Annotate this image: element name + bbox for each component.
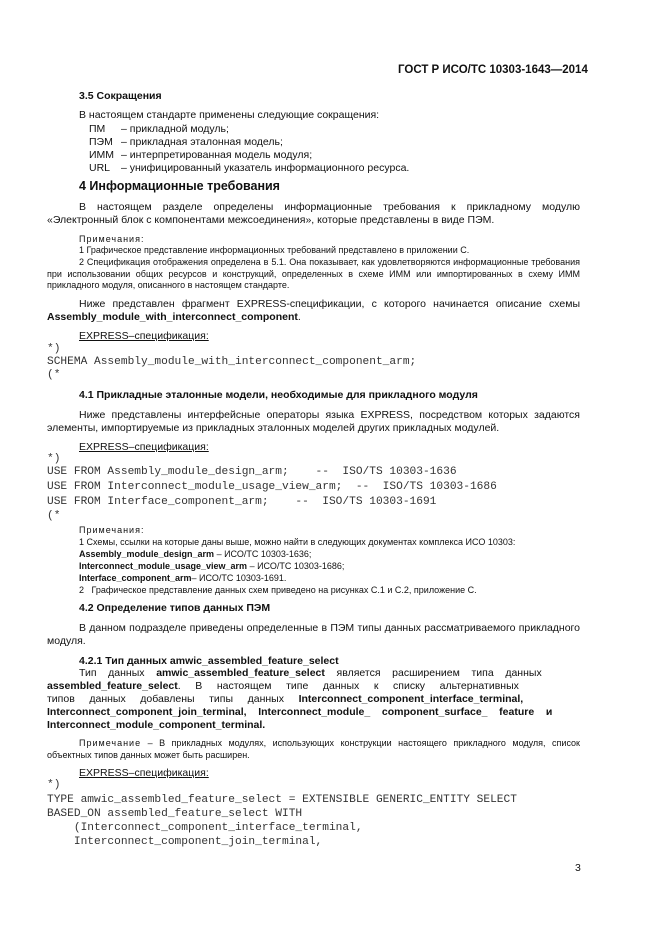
code-line: Interconnect_component_join_terminal, <box>47 836 323 848</box>
notes-label: Примечания: <box>79 234 145 244</box>
code-line: SCHEMA Assembly_module_with_interconnect_component_arm; <box>47 356 417 368</box>
note-2: 2 Спецификация отображения определена в 5.1. Она показывает, как удовлетворяются информационные требования при использовании общих ресурсов и конструкций, определенных в схеме ИММ или импортированных в схему ИММ прикладного модуля, описанного в настоящем стандарте. <box>47 257 580 290</box>
section-4-title: 4 Информационные требования <box>79 179 280 193</box>
abbr-key: URL <box>89 162 111 174</box>
abbr-def: – прикладная эталонная модель; <box>121 136 283 148</box>
express-label: EXPRESS–спецификация: <box>79 767 209 779</box>
section-4-paragraph: В настоящем разделе определены информационные требования к прикладному модулю «Электронный блок с компонентами межсоединения», которые представлены в виде ПЭМ. <box>47 201 580 226</box>
section-4-2-1-title: 4.2.1 Тип данных amwic_assembled_feature_select <box>79 655 339 667</box>
section-3-5-title: 3.5 Сокращения <box>79 90 162 102</box>
section-4-2-paragraph: В данном подразделе приведены определенные в ПЭМ типы данных рассматриваемого прикладного модуля. <box>47 622 580 647</box>
code-line: *) <box>47 779 61 791</box>
code-line: USE FROM Assembly_module_design_arm; -- ISO/TS 10303-1636 <box>47 466 457 478</box>
express-label: EXPRESS–спецификация: <box>79 330 209 342</box>
note-2: 2 Графическое представление данных схем приведено на рисунках С.1 и С.2, приложение С. <box>79 585 477 595</box>
paragraph-line: типов данных добавлены типы данных Interconnect_component_interface_terminal, <box>47 693 524 705</box>
section-4-1-title: 4.1 Прикладные эталонные модели, необходимые для прикладного модуля <box>79 389 478 401</box>
code-line: TYPE amwic_assembled_feature_select = EXTENSIBLE GENERIC_ENTITY SELECT <box>47 794 517 806</box>
abbr-key: ПЭМ <box>89 136 113 148</box>
section-4-1-paragraph: Ниже представлены интерфейсные операторы языка EXPRESS, посредством которых задаются элементы, импортируемые из прикладных эталонных моделей других прикладных модулей. <box>47 409 580 434</box>
notes-label: Примечания: <box>79 525 145 535</box>
section-3-5-intro: В настоящем стандарте применены следующие сокращения: <box>79 109 380 121</box>
abbr-def: – интерпретированная модель модуля; <box>121 149 313 161</box>
abbr-def: – унифицированный указатель информационного ресурса. <box>121 162 410 174</box>
code-line: (* <box>47 510 61 522</box>
code-line: USE FROM Interconnect_module_usage_view_arm; -- ISO/TS 10303-1686 <box>47 481 497 493</box>
express-intro-paragraph: Ниже представлен фрагмент EXPRESS-спецификации, с которого начинается описание схемы Assembly_module_with_interconnect_component. <box>47 298 580 323</box>
express-label: EXPRESS–спецификация: <box>79 441 209 453</box>
note-1: 1 Схемы, ссылки на которые даны выше, можно найти в следующих документах комплекса ИСО 10303: <box>79 537 516 547</box>
paragraph-line: assembled_feature_select. В настоящем типе данных к списку альтернативных <box>47 680 519 692</box>
page-header: ГОСТ Р ИСО/ТС 10303-1643—2014 <box>398 64 588 76</box>
page-number: 3 <box>575 862 581 874</box>
reference-line: Assembly_module_design_arm – ИСО/ТС 10303-1636; <box>79 549 312 559</box>
reference-line: Interface_component_arm– ИСО/ТС 10303-1691. <box>79 573 287 583</box>
section-4-2-title: 4.2 Определение типов данных ПЭМ <box>79 602 271 614</box>
code-line: *) <box>47 453 61 465</box>
abbr-key: ПМ <box>89 123 106 135</box>
reference-line: Interconnect_module_usage_view_arm – ИСО/ТС 10303-1686; <box>79 561 345 571</box>
paragraph-line: Тип данных amwic_assembled_feature_select является расширением типа данных <box>79 667 542 679</box>
abbr-key: ИММ <box>89 149 115 161</box>
note-1: 1 Графическое представление информационных требований представлено в приложении С. <box>79 245 470 255</box>
code-line: (Interconnect_component_interface_terminal, <box>47 822 363 834</box>
code-line: (* <box>47 369 61 381</box>
code-line: USE FROM Interface_component_arm; -- ISO/TS 10303-1691 <box>47 496 437 508</box>
code-line: BASED_ON assembled_feature_select WITH <box>47 808 303 820</box>
paragraph-line: Interconnect_component_join_terminal, Interconnect_module_ component_surface_ feature и <box>47 706 553 718</box>
code-line: *) <box>47 343 61 355</box>
abbr-def: – прикладной модуль; <box>121 123 229 135</box>
note: Примечание – В прикладных модулях, использующих конструкции настоящего прикладного модуля, список объектных типов данных может быть расширен. <box>47 738 580 760</box>
paragraph-line: Interconnect_module_component_terminal. <box>47 719 266 731</box>
